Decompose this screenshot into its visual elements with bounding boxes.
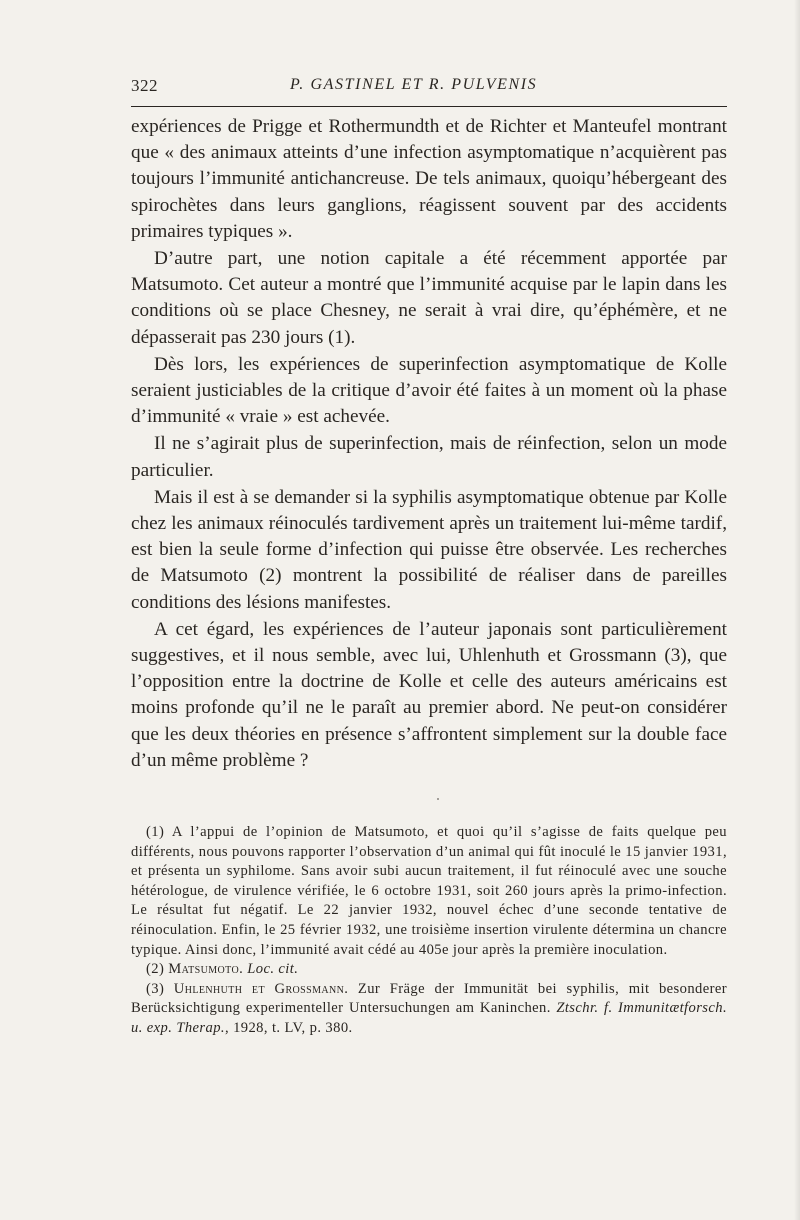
page-edge-shadow	[794, 0, 800, 1220]
footnote-3	[131, 980, 727, 1039]
paragraph: A cet égard, les expériences de l’auteur japonais sont particulièrement suggestives, et il nous semble, avec lui, Uhlenhuth et Grossmann (3), que l’opposition entre la doctrine de Kolle et celle des auteurs américains est moins profonde qu’il ne le paraît au premier abord. Ne peut-on considérer que les deux théories en présence s’affrontent simplement sur la double face d’un même problème ?	[131, 618, 727, 771]
footnote-3-authors: (3) Uhlenhuth et Grossmann.	[146, 980, 349, 997]
running-head: P. GASTINEL ET R. PULVENIS	[290, 76, 538, 93]
footnote-1: (1) A l’appui de l’opinion de Matsumoto, et quoi qu’il s’agisse de faits quelque peu différents, nous pouvons rapporter l’observation d’un animal qui fût inoculé le 15 janvier 1931, et présenta un syphilome. Sans avoir subi aucun traitement, il fut réinoculé avec une souche hétérologue, de virulence vérifiée, le 6 octobre 1931, soit 260 jours après la primo-infection. Le résultat fut négatif. Le 22 janvier 1932, nouvel échec d’une seconde tentative de réinoculation. Enfin, le 25 février 1932, une troisième insertion virulente détermina un chancre typique. Ainsi donc, l’immunité avait cédé au 405e jour après la première inoculation.	[131, 824, 727, 958]
header-rule	[131, 106, 727, 107]
footnote-2-ref: Loc. cit.	[247, 961, 299, 978]
paragraph: Dès lors, les expériences de superinfection asymptomatique de Kolle seraient justiciables de la critique d’avoir été faites à un moment où la phase d’immunité « vraie » est achevée.	[131, 353, 727, 428]
footnotes	[131, 823, 727, 1039]
paragraph: D’autre part, une notion capitale a été récemment apportée par Matsumoto. Cet auteur a montré que l’immunité acquise par le lapin dans les conditions où se place Chesney, ne serait à vrai dire, qu’éphémère, et ne dépasserait pas 230 jours (1).	[131, 248, 727, 348]
footnote-2-author: (2) Matsumoto.	[146, 961, 244, 978]
footnote-3-tail: , 1928, t. LV, p. 380.	[224, 1019, 353, 1036]
separator-dot	[437, 798, 439, 800]
footnote-3-title: Zur Fräge der Immunität bei syphilis, mit besonderer Berücksichtigung experimenteller Untersuchungen am Kaninchen.	[131, 980, 727, 1017]
footnote-2	[131, 960, 727, 980]
page-number: 322	[131, 76, 158, 95]
page-header	[131, 74, 727, 102]
paragraph: Mais il est à se demander si la syphilis asymptomatique obtenue par Kolle chez les animaux réinoculés tardivement après un traitement lui-même tardif, est bien la seule forme d’infection qui puisse être observée. Les recherches de Matsumoto (2) montrent la possibilité de réaliser dans de pareilles conditions des lésions manifestes.	[131, 486, 727, 613]
paragraph: Il ne s’agirait plus de superinfection, mais de réinfection, selon un mode particulier.	[131, 433, 727, 481]
body-text	[131, 114, 727, 774]
footnote-3-journal: Ztschr. f. Immunitætforsch. u. exp. Therap.	[131, 1000, 727, 1036]
paragraph-continuation: expériences de Prigge et Rothermundth et de Richter et Manteufel montrant que « des animaux atteints d’une infection asymptomatique n’acquièrent pas toujours l’immunité antichancreuse. De tels animaux, quoiqu’hébergeant des spirochètes dans leurs ganglions, réagissent souvent par des accidents primaires typiques ».	[131, 116, 727, 242]
